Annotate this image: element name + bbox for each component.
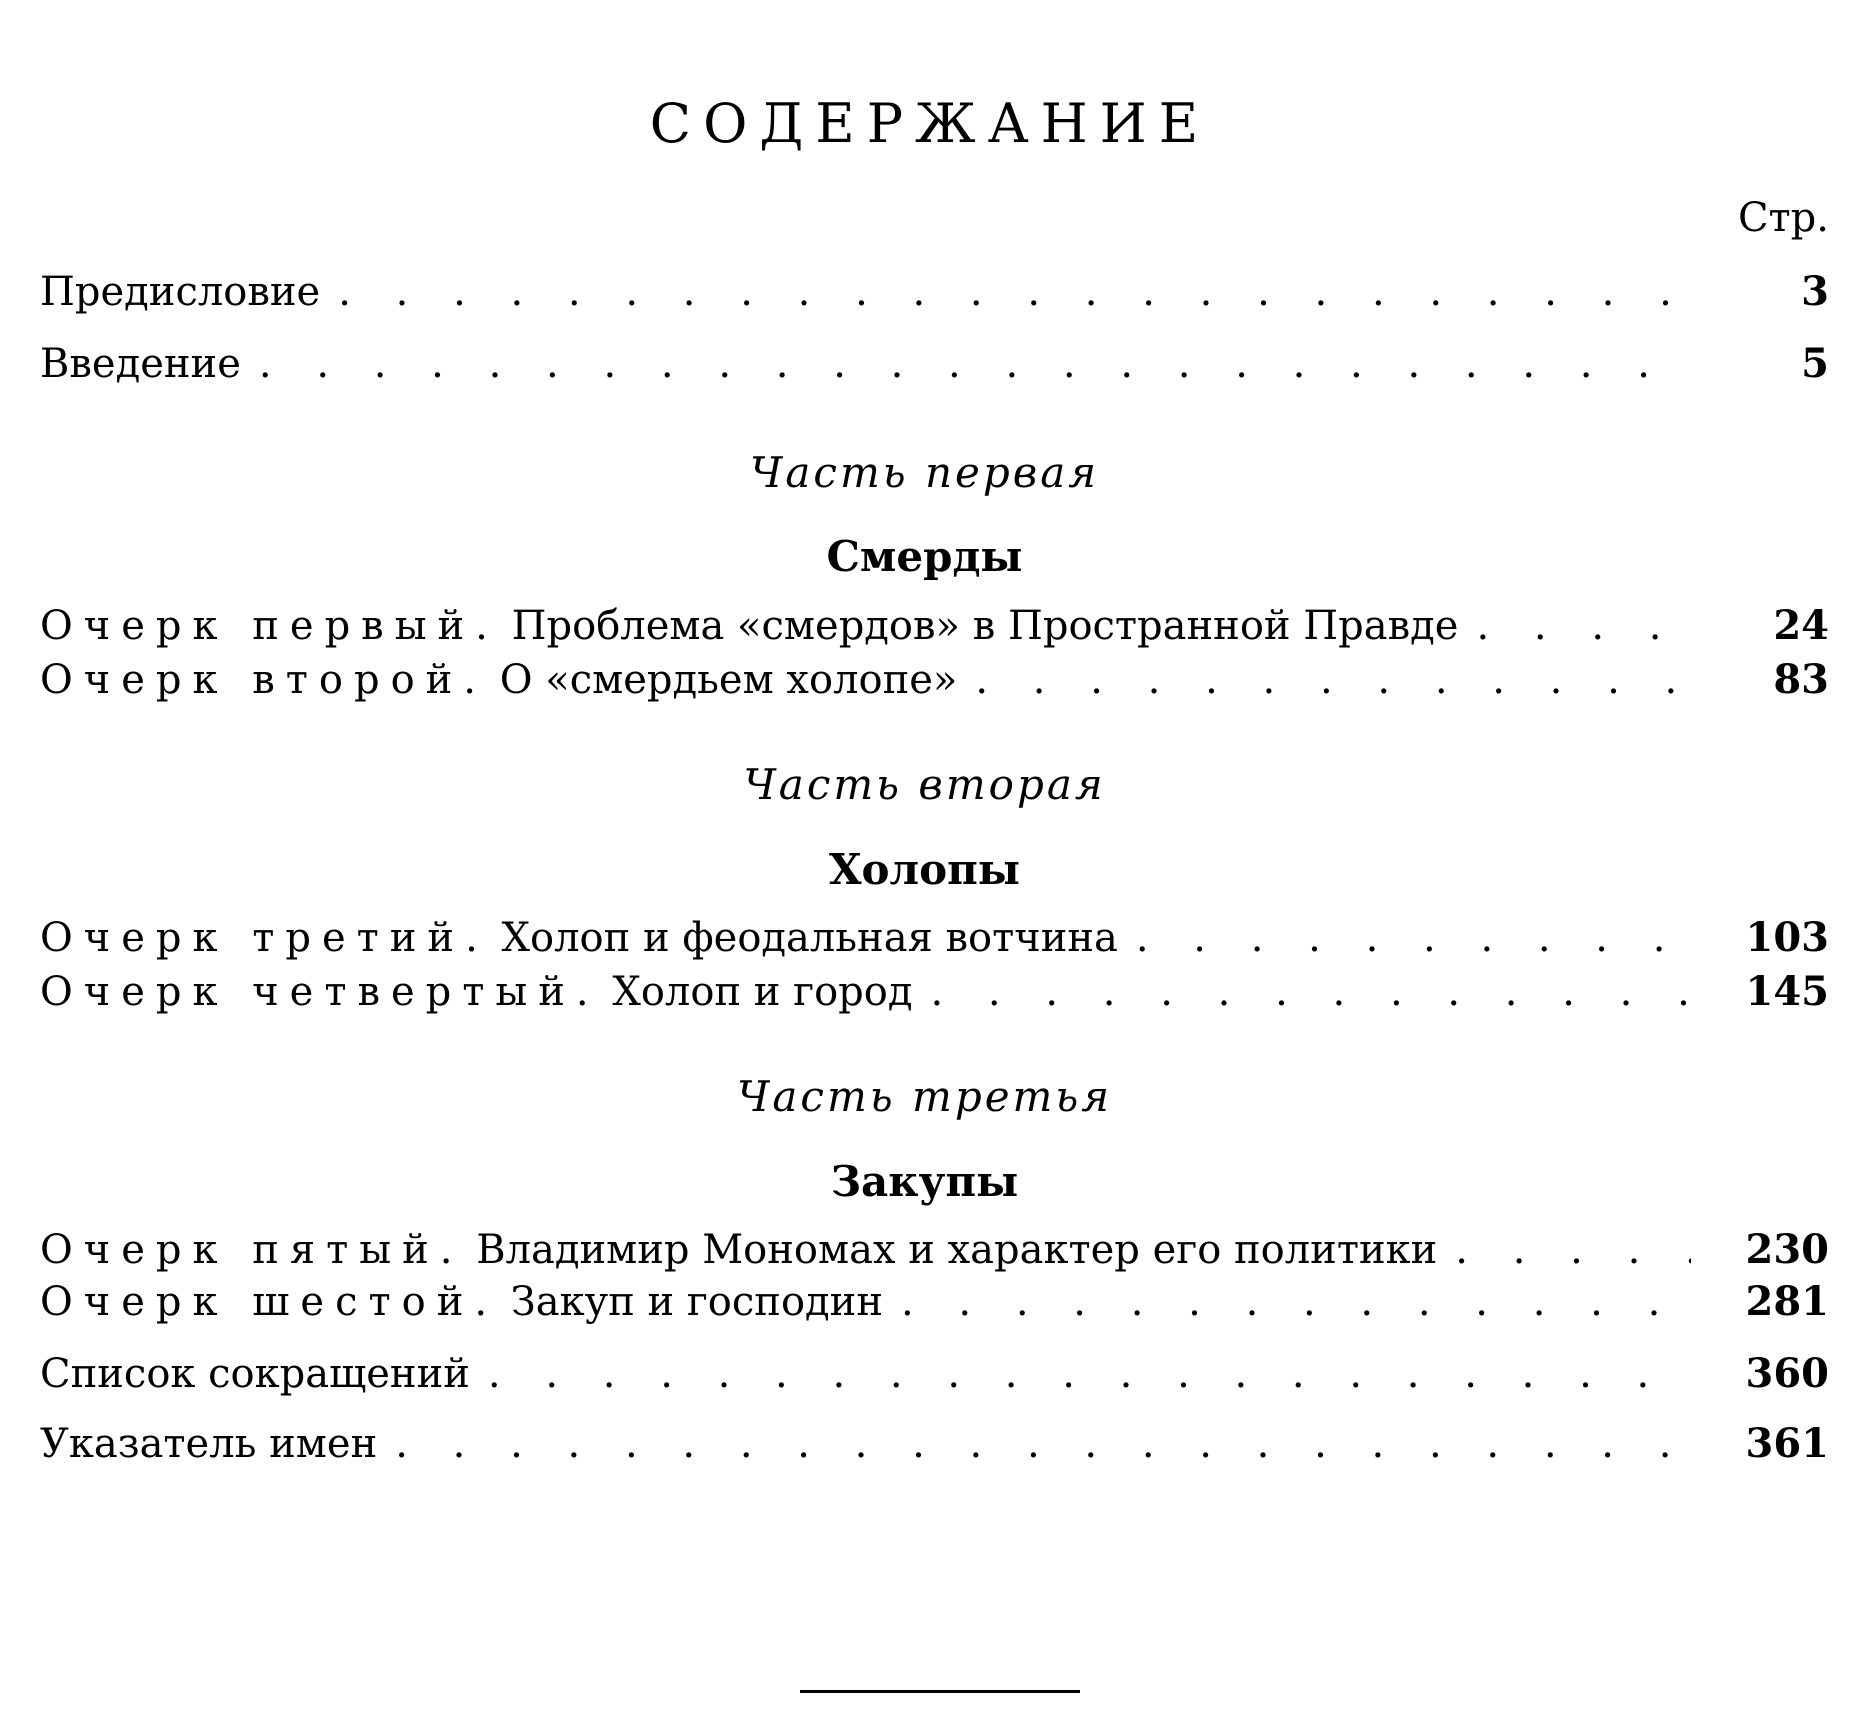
toc-entry-title: [40, 1227, 1437, 1273]
page-column-label: Стр.: [1737, 195, 1829, 241]
toc-entry-page: 361: [1745, 1420, 1829, 1467]
part-title: Закупы: [830, 1157, 1019, 1206]
toc-entry-preface[interactable]: [40, 268, 1829, 315]
dot-leader: [931, 969, 1692, 1015]
essay-lead: Очерк четвертый.: [40, 969, 600, 1015]
toc-entry-page: 230: [1745, 1226, 1829, 1273]
essay-title: Проблема «смердов» в Пространной Правде: [511, 603, 1459, 649]
dot-leader: [1455, 1227, 1691, 1273]
toc-entry-title: Список сокращений: [40, 1351, 470, 1397]
toc-entry-page: 281: [1745, 1278, 1829, 1325]
toc-entry-page: 83: [1773, 656, 1829, 703]
part-title: Холопы: [828, 845, 1021, 894]
toc-entry-title: Указатель имен: [40, 1421, 378, 1467]
essay-title: Холоп и город: [612, 969, 913, 1015]
essay-title: Холоп и феодальная вотчина: [501, 915, 1118, 961]
essay-lead: Очерк третий.: [40, 915, 489, 961]
toc-entry-page: 5: [1801, 340, 1829, 387]
dot-leader: [338, 269, 1691, 315]
dot-leader: [488, 1351, 1691, 1397]
toc-entry-essay-1[interactable]: [40, 602, 1829, 649]
toc-entry-title: [40, 915, 1118, 961]
part-label: Часть вторая: [743, 760, 1106, 809]
toc-entry-title: [40, 969, 913, 1015]
essay-title: О «смердьем холопе»: [499, 657, 958, 703]
toc-entry-page: 24: [1773, 602, 1829, 649]
page-title: СОДЕРЖАНИЕ: [649, 92, 1211, 155]
essay-lead: Очерк шестой.: [40, 1279, 499, 1325]
essay-title: Владимир Мономах и характер его политики: [476, 1227, 1438, 1273]
part-title: Смерды: [826, 532, 1023, 581]
part-label: Часть третья: [736, 1072, 1113, 1121]
essay-lead: Очерк первый.: [40, 603, 499, 649]
toc-entry-essay-3[interactable]: [40, 914, 1829, 961]
dot-leader: [1476, 603, 1691, 649]
essay-lead: Очерк второй.: [40, 657, 488, 703]
toc-entry-essay-2[interactable]: [40, 656, 1829, 703]
essay-lead: Очерк пятый.: [40, 1227, 464, 1273]
toc-entry-title: [40, 603, 1458, 649]
dot-leader: [395, 1421, 1691, 1467]
toc-entry-title: [40, 1279, 883, 1325]
toc-entry-page: 103: [1745, 914, 1829, 961]
toc-entry-title: Введение: [40, 341, 241, 387]
part-label: Часть первая: [749, 448, 1100, 497]
bottom-rule: [800, 1690, 1080, 1693]
toc-entry-page: 3: [1801, 268, 1829, 315]
dot-leader: [975, 657, 1691, 703]
toc-entry-essay-4[interactable]: [40, 968, 1829, 1015]
toc-entry-page: 360: [1745, 1350, 1829, 1397]
dot-leader: [1136, 915, 1691, 961]
toc-entry-essay-6[interactable]: [40, 1278, 1829, 1325]
toc-entry-name-index[interactable]: [40, 1420, 1829, 1467]
toc-entry-title: Предисловие: [40, 269, 321, 315]
dot-leader: [259, 341, 1691, 387]
toc-entry-page: 145: [1745, 968, 1829, 1015]
toc-entry-abbreviations[interactable]: [40, 1350, 1829, 1397]
toc-entry-introduction[interactable]: [40, 340, 1829, 387]
toc-entry-essay-5[interactable]: [40, 1226, 1829, 1273]
essay-title: Закуп и господин: [510, 1279, 883, 1325]
toc-entry-title: [40, 657, 957, 703]
dot-leader: [901, 1279, 1691, 1325]
